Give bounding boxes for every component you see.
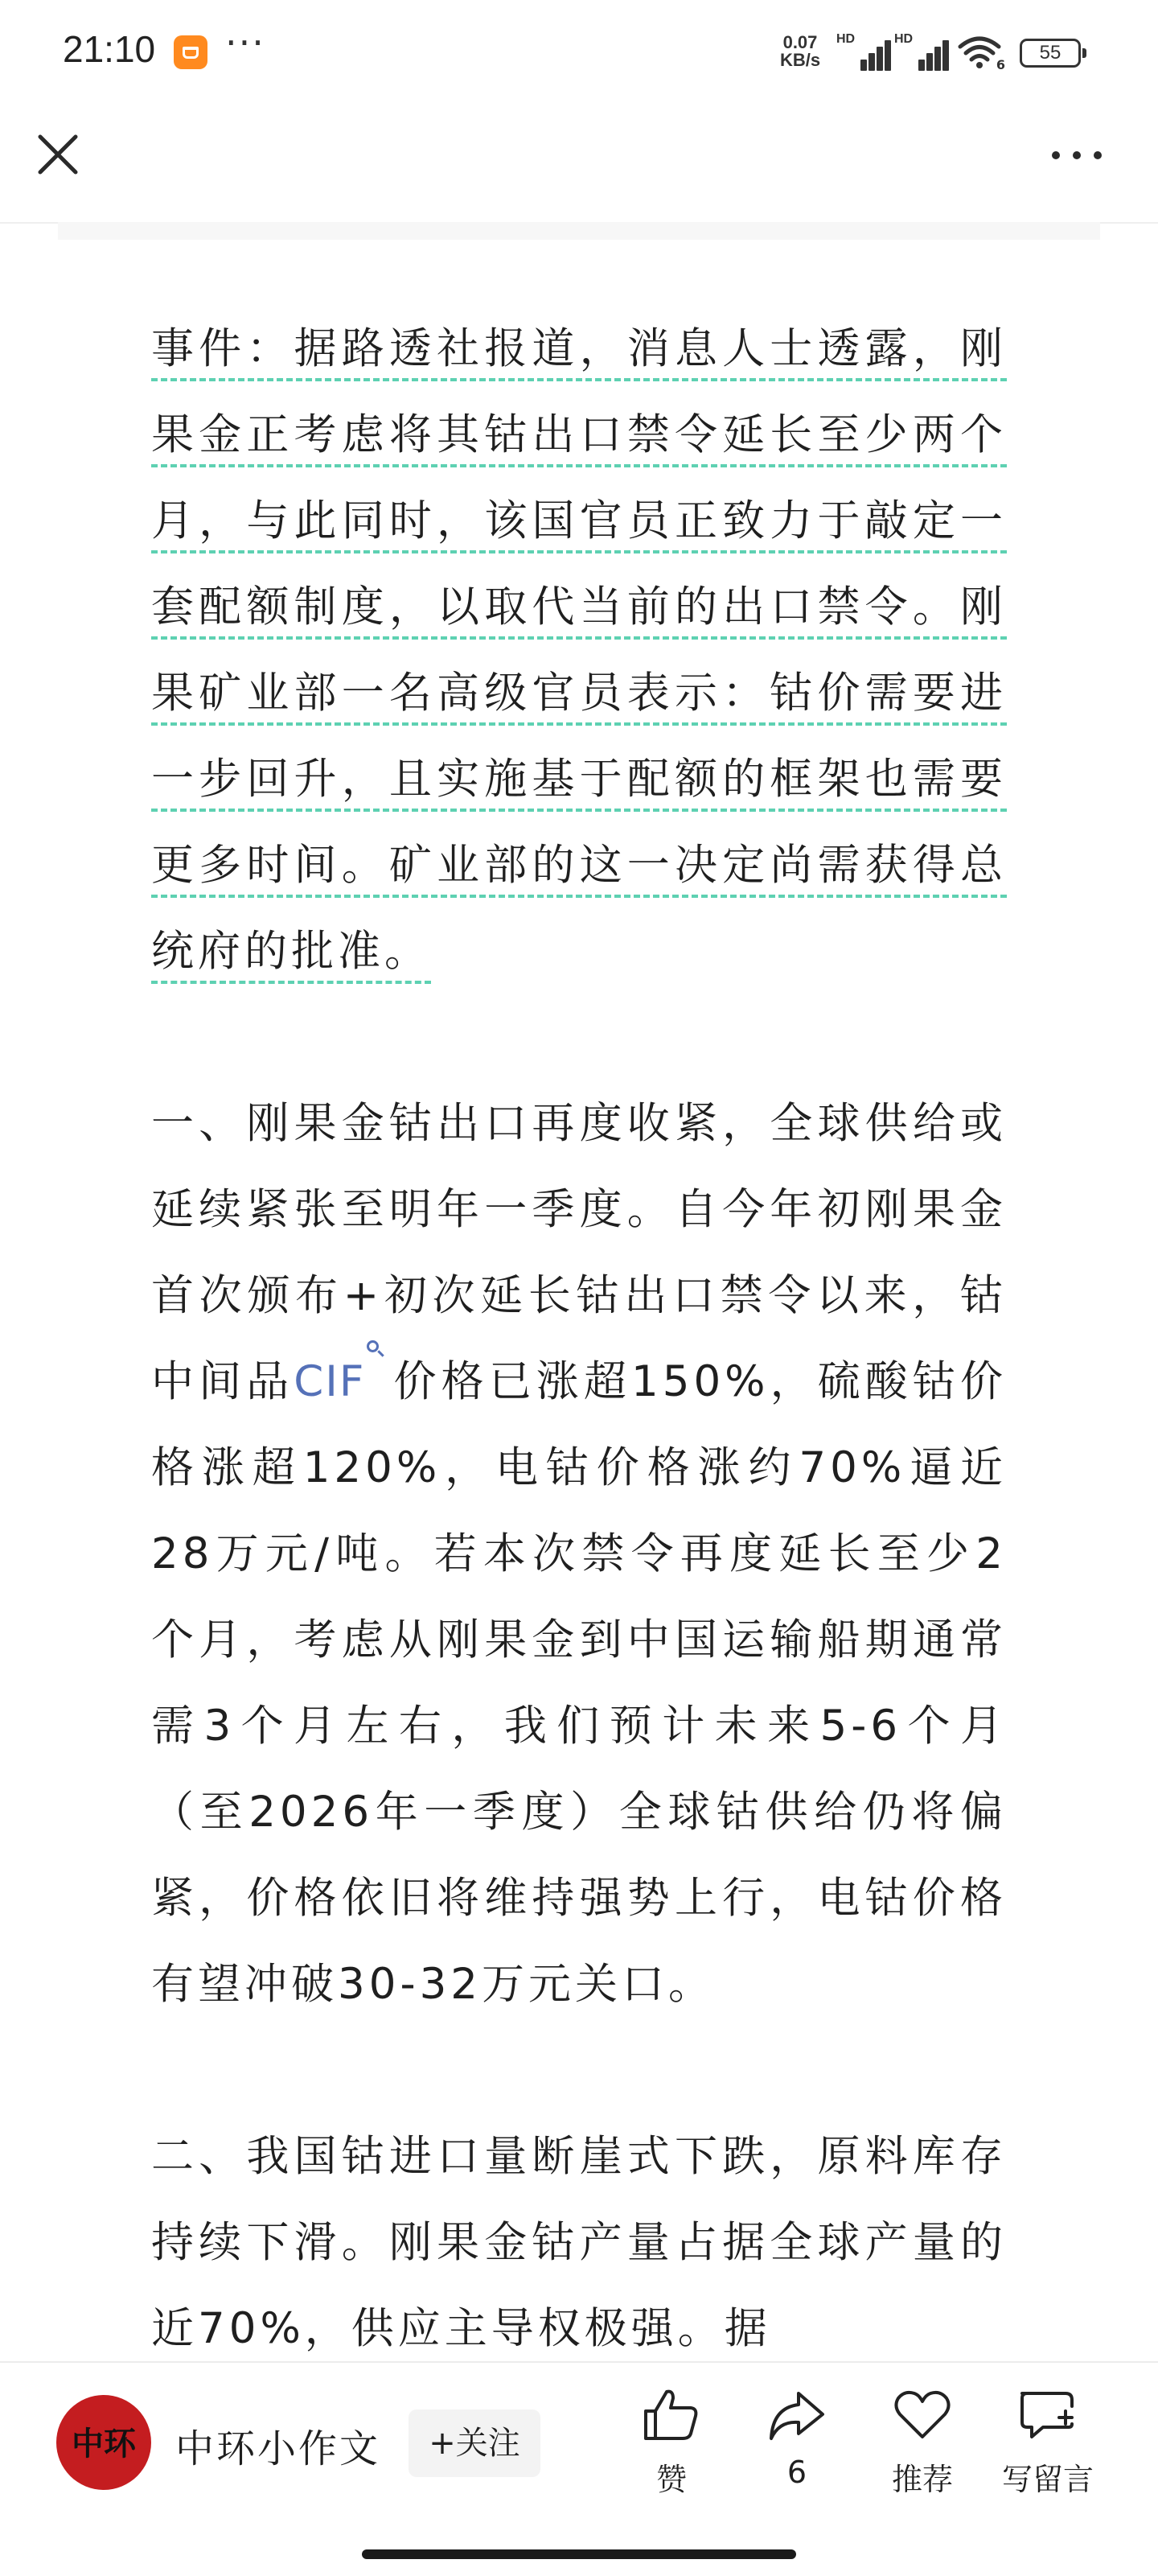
wifi-icon [957,34,1005,72]
section-2-paragraph: 二、我国钴进口量断崖式下跌，原料库存持续下滑。刚果金钴产量占据全球产量的近70%，供应主导权极强。据 [151,2132,1007,2353]
avatar-text: 中环 [72,2425,136,2463]
comment-label: 写留言 [1001,2462,1094,2497]
share-arrow-icon [766,2387,827,2443]
highlighted-event-text[interactable]: 事件：据路透社报道，消息人士透露，刚果金正考虑将其钴出口禁令延长至少两个月，与此同时，该国官员正致力于敲定一套配额制度，以取代当前的出口禁令。刚果矿业部一名高级官员表示：钴价需要进一步回升，且实施基于配额的框架也需要更多时间。矿业部的这一决定尚需获得总统府的批准。 [151,324,1007,984]
close-button[interactable] [32,129,84,180]
signal-hd-label: HD [836,32,856,46]
thumbs-up-icon [641,2387,702,2443]
section-1-paragraph [151,1080,1007,2027]
cellular-signal-icon [836,32,891,71]
article-nav-bar [0,105,1158,224]
close-icon [32,129,84,180]
bottom-action-bar [0,2361,1158,2576]
status-bar [0,0,1158,105]
section-1-text-b: 价格已涨超150%，硫酸钴价格涨超120%，电钴价格涨约70%逼近28万元/吨。若本次禁令再度延长至少2个月，考虑从刚果金到中国运输船期通常需3个月左右，我们预计未来5-6个月（至2026年一季度）全球钴供给仍将偏紧，价格依旧将维持强势上行，电钴价格有望冲破30-32万元关口。 [151,1357,1007,2009]
network-speed [772,34,828,69]
more-horizontal-icon [1052,151,1060,159]
follow-button[interactable]: +关注 [409,2409,540,2477]
author-avatar[interactable] [56,2395,151,2490]
status-time: 21:10 [63,28,156,70]
article-body [151,306,1007,2372]
like-button[interactable] [611,2387,732,2516]
section-1-text-a: 一、刚果金钴出口再度收紧，全球供给或延续紧张至明年一季度。自今年初刚果金首次颁布+初次延长钴出口禁令以来，钴中间品 [151,1099,1007,1406]
signal-hd-label-2: HD [894,32,914,46]
wifi-6-label: 6 [996,57,1005,72]
share-count: 6 [786,2455,807,2490]
battery-icon: 55 [1020,39,1081,68]
write-comment-button[interactable] [988,2387,1108,2516]
event-paragraph[interactable] [151,306,1007,994]
shopping-app-icon [174,35,207,69]
author-name[interactable]: 中环小作文 [175,2426,381,2471]
cif-keyword-link[interactable]: CIF [294,1357,366,1406]
recommend-label: 推荐 [891,2462,953,2497]
comment-add-icon [1016,2387,1080,2443]
like-label: 赞 [655,2462,687,2497]
network-speed-value: 0.07 [782,32,818,52]
recommend-button[interactable] [862,2387,983,2516]
share-button[interactable] [737,2387,857,2516]
more-options-button[interactable] [1045,129,1110,180]
search-icon[interactable] [365,1339,386,1371]
home-indicator[interactable] [362,2549,796,2559]
notification-more-icon: ··· [225,21,265,64]
avatar-logo-icon [56,2395,151,2490]
heart-icon [892,2387,953,2443]
cellular-signal-icon-2 [894,32,949,71]
content-top-divider [58,222,1100,240]
network-speed-unit: KB/s [779,50,821,70]
